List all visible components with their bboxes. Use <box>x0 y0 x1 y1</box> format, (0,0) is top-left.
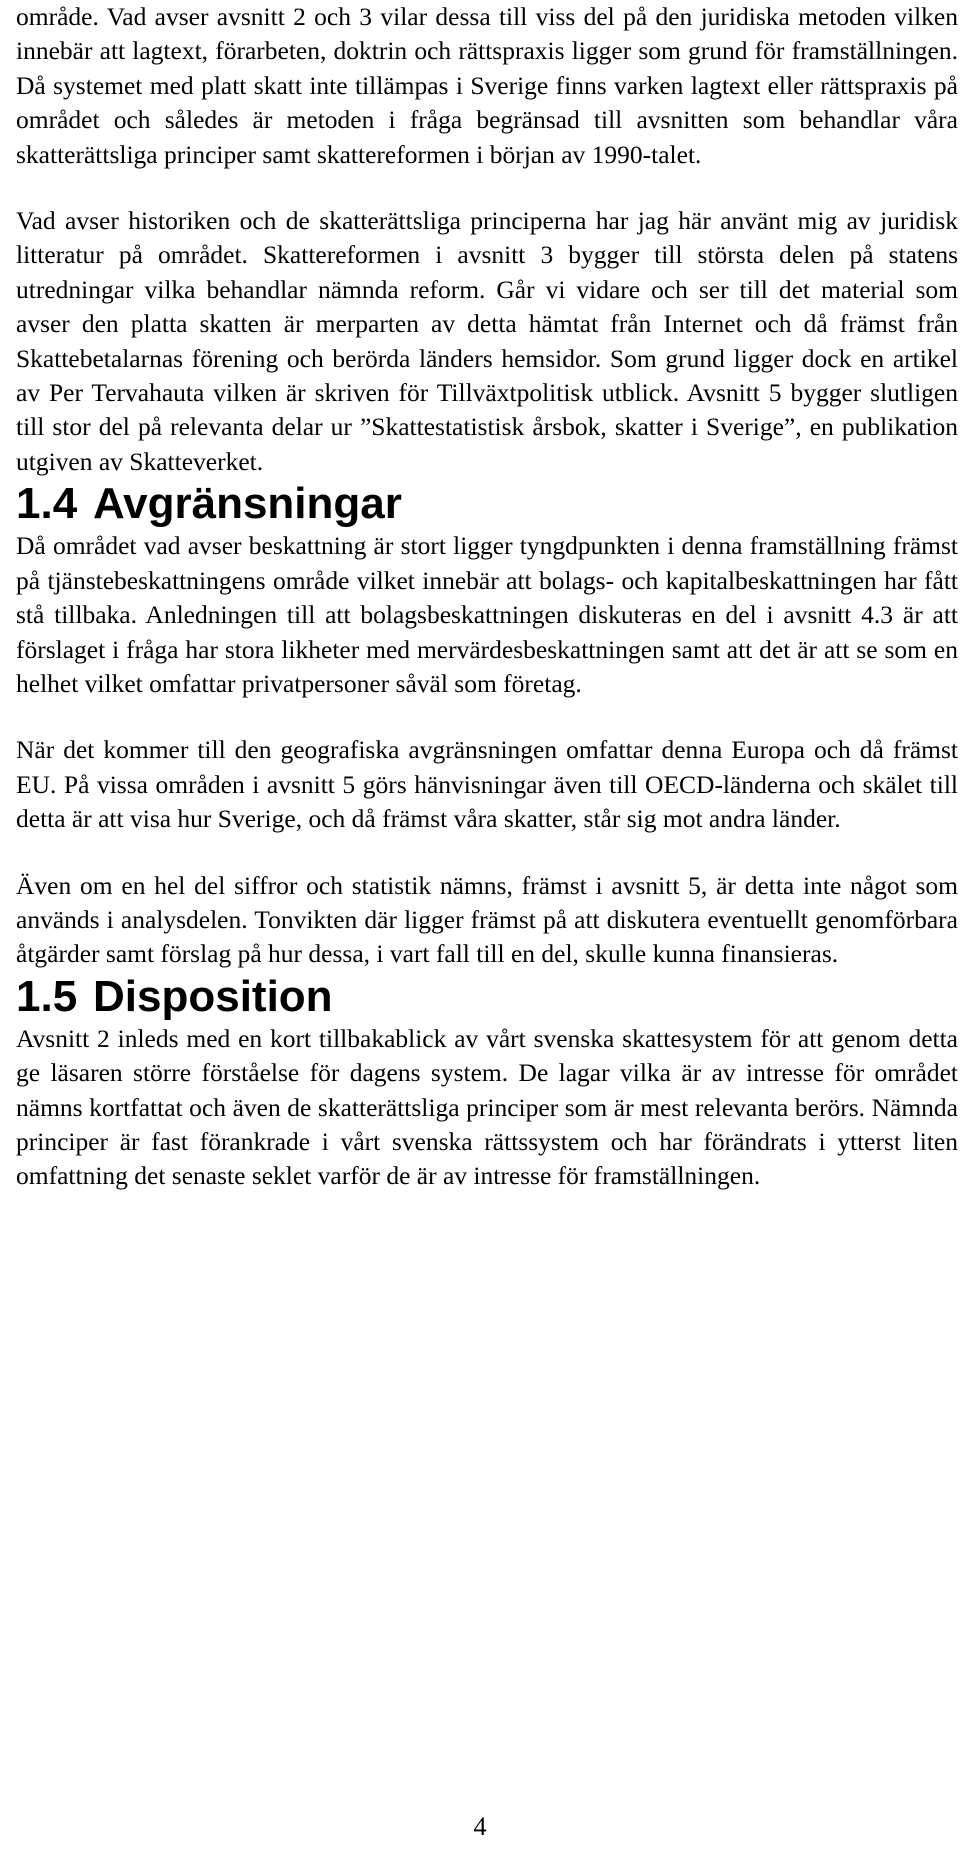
section-title: Disposition <box>93 971 333 1021</box>
paragraph-sources: Vad avser historiken och de skatterättsliga principerna har jag här använt mig av juridisk litteratur på området. Skattereformen i avsnitt 3 bygger till största delen på statens utredningar vilka behandlar nämnda reform. Går vi vidare och ser till det material som avser den platta skatten är merparten av detta hämtat från Internet och då främst från Skattebetalarnas förening och berörda länders hemsidor. Som grund ligger dock en artikel av Per Tervahauta vilken är skriven för Tillväxtpolitisk utblick. Avsnitt 5 bygger slutligen till stor del på relevanta delar ur ”Skattestatistisk årsbok, skatter i Sverige”, en publikation utgiven av Skatteverket. <box>16 206 958 476</box>
document-page <box>16 0 958 1194</box>
paragraph-method: område. Vad avser avsnitt 2 och 3 vilar dessa till viss del på den juridiska metoden vilken innebär att lagtext, förarbeten, doktrin och rättspraxis ligger som grund för framställningen. Då systemet med platt skatt inte tillämpas i Sverige finns varken lagtext eller rättspraxis på området och således är metoden i fråga begränsad till avsnitten som behandlar våra skatterättsliga principer samt skattereformen i början av 1990-talet. <box>16 2 958 169</box>
heading-avgransningar <box>16 479 958 529</box>
section-number: 1.4 <box>16 479 78 529</box>
paragraph-avgransningar-2: När det kommer till den geografiska avgränsningen omfattar denna Europa och då främst EU. På vissa områden i avsnitt 5 görs hänvisningar även till OECD-länderna och skälet till detta är att visa hur Sverige, och då främst våra skatter, står sig mot andra länder. <box>16 735 958 834</box>
paragraph-avgransningar-1: Då området vad avser beskattning är stort ligger tyngdpunkten i denna framställning främst på tjänstebeskattningens område vilket innebär att bolags- och kapitalbeskattningen har fått stå tillbaka. Anledningen till att bolagsbeskattningen diskuteras en del i avsnitt 4.3 är att förslaget i fråga har stora likheter med mervärdesbeskattningen samt att det är att se som en helhet vilket omfattar privatpersoner såväl som företag. <box>16 531 958 698</box>
section-number: 1.5 <box>16 971 78 1021</box>
paragraph-disposition-1: Avsnitt 2 inleds med en kort tillbakablick av vårt svenska skattesystem för att genom detta ge läsaren större förståelse för dagens system. De lagar vilka är av intresse för området nämns kortfattat och även de skatterättsliga principer som är mest relevanta berörs. Nämnda principer är fast förankrade i vårt svenska rättssystem och har förändrats i ytterst liten omfattning det senaste seklet varför de är av intresse för framställningen. <box>16 1023 958 1191</box>
paragraph-avgransningar-3: Även om en hel del siffror och statistik nämns, främst i avsnitt 5, är detta inte något som används i analysdelen. Tonvikten där ligger främst på att diskutera eventuellt genomförbara åtgärder samt förslag på hur dessa, i vart fall till en del, skulle kunna finansieras. <box>16 870 958 969</box>
heading-disposition <box>16 972 958 1022</box>
section-title: Avgränsningar <box>93 479 402 529</box>
page-number: 4 <box>473 1812 487 1841</box>
